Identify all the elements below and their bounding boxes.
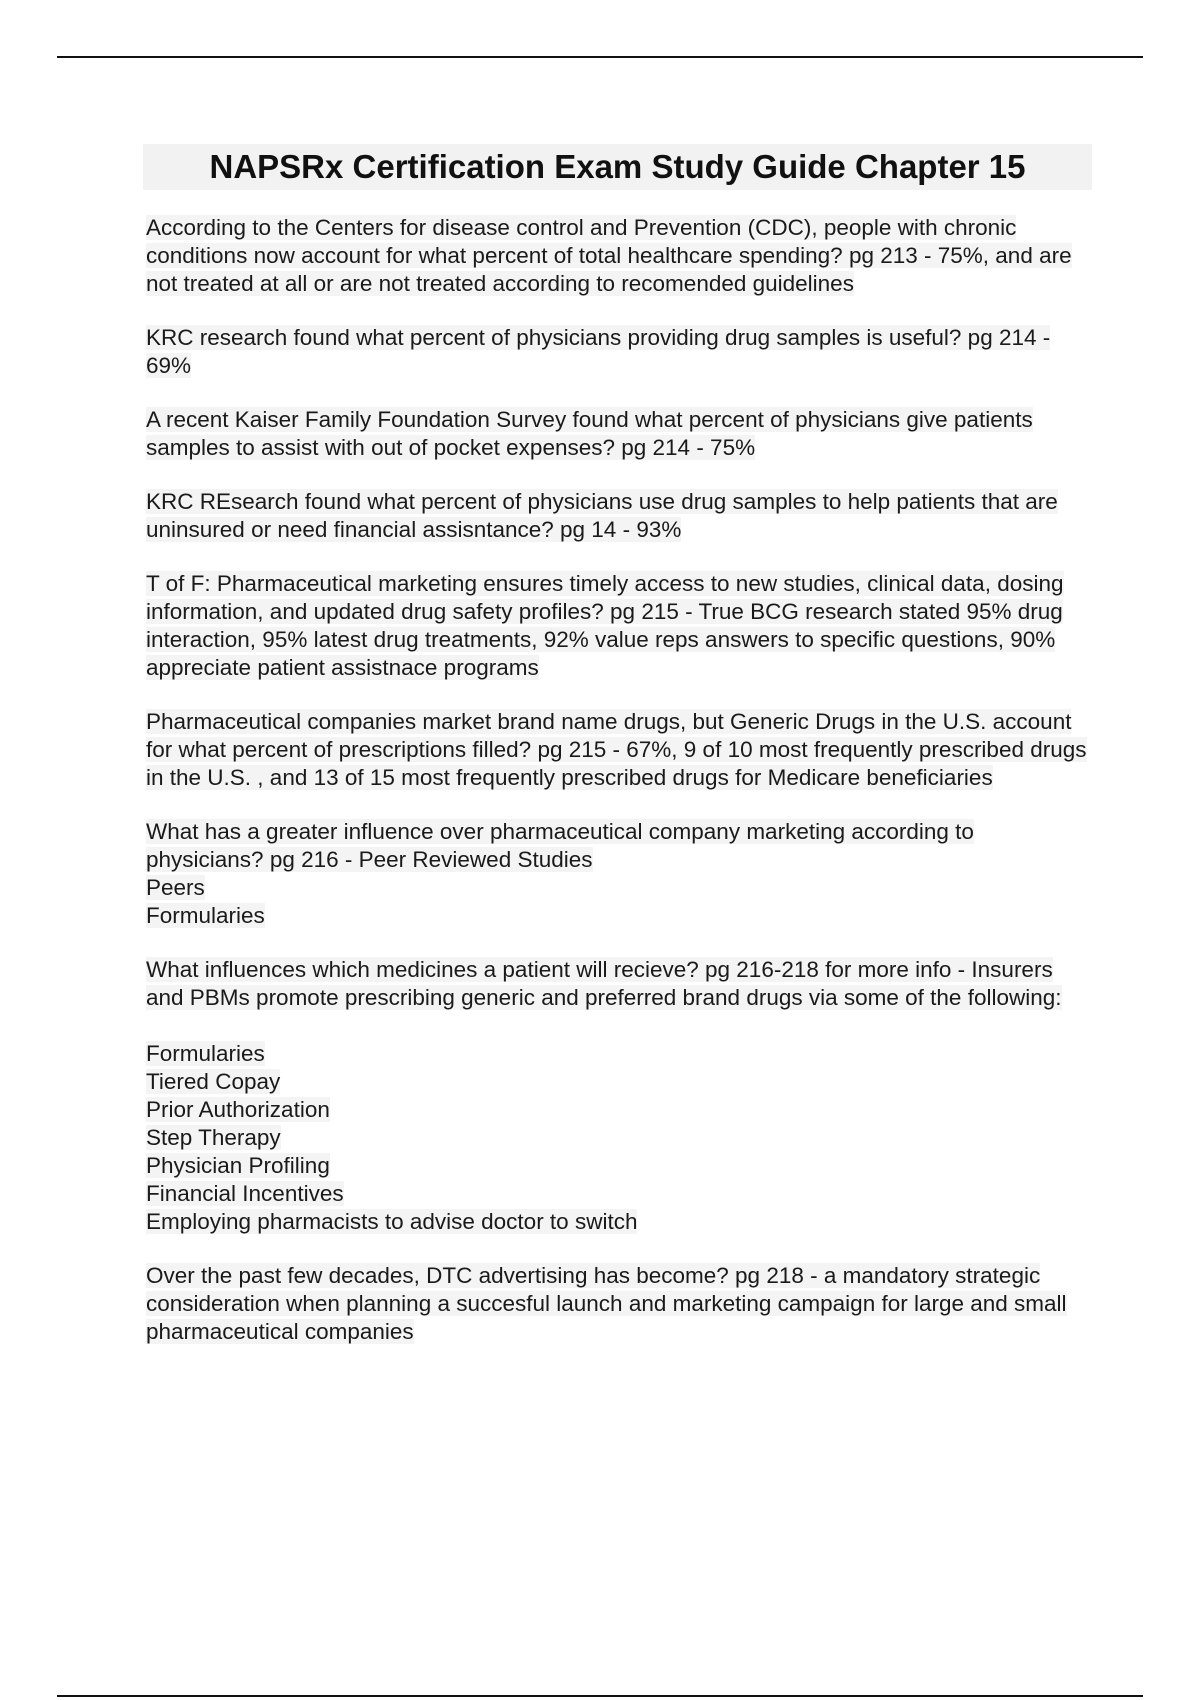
qa-entry-true-false-marketing [146,570,1092,682]
list-item: Financial Incentives [146,1181,344,1206]
list-item: Formularies [146,903,265,928]
qa-entry-krc-uninsured [146,488,1092,544]
top-rule [57,56,1143,58]
qa-entry-kaiser-survey [146,406,1092,462]
list-item: Step Therapy [146,1125,281,1150]
list-item: Peers [146,875,205,900]
qa-entry-medicine-influences [146,956,1092,1236]
bottom-rule [57,1695,1143,1697]
list-gap [146,1012,1092,1040]
qa-text: KRC research found what percent of physicians providing drug samples is useful? pg 214 - 69% [146,325,1051,378]
title-band [143,144,1092,190]
qa-text: KRC REsearch found what percent of physicians use drug samples to help patients that are uninsured or need financial assisntance? pg 14 - 93% [146,489,1058,542]
qa-entry-generic-drugs [146,708,1092,792]
qa-entry-krc-samples-useful [146,324,1092,380]
qa-text: According to the Centers for disease control and Prevention (CDC), people with chronic conditions now account for what percent of total healthcare spending? pg 213 - 75%, and are not treated at all or are not treated according to recomended guidelines [146,215,1072,296]
list-item: Tiered Copay [146,1069,281,1094]
list-item: Formularies [146,1041,265,1066]
list-item: Prior Authorization [146,1097,330,1122]
qa-text: T of F: Pharmaceutical marketing ensures timely access to new studies, clinical data, dosing information, and updated drug safety profiles? pg 215 - True BCG research stated 95% drug interaction, 95% latest drug treatments, 92% value reps answers to specific questions, 90% appreciate patient assistnace programs [146,571,1064,680]
qa-entry-dtc-advertising [146,1262,1092,1346]
list-item: Employing pharmacists to advise doctor to switch [146,1209,638,1234]
study-guide-content [146,214,1092,1372]
qa-entry-cdc-chronic [146,214,1092,298]
list-item: Physician Profiling [146,1153,330,1178]
qa-text: What has a greater influence over pharmaceutical company marketing according to physicians? pg 216 - Peer Reviewed Studies [146,819,974,872]
page-title: NAPSRx Certification Exam Study Guide Chapter 15 [209,148,1026,185]
qa-text: A recent Kaiser Family Foundation Survey found what percent of physicians give patients samples to assist with out of pocket expenses? pg 214 - 75% [146,407,1033,460]
qa-text: What influences which medicines a patient will recieve? pg 216-218 for more info - Insurers and PBMs promote prescribing generic and preferred brand drugs via some of the following: [146,957,1062,1010]
qa-text: Pharmaceutical companies market brand name drugs, but Generic Drugs in the U.S. account for what percent of prescriptions filled? pg 215 - 67%, 9 of 10 most frequently prescribed drugs in the U.S. , and 13 of 15 most frequently prescribed drugs for Medicare beneficiaries [146,709,1087,790]
qa-entry-greater-influence [146,818,1092,930]
qa-text: Over the past few decades, DTC advertising has become? pg 218 - a mandatory strategic consideration when planning a succesful launch and marketing campaign for large and small pharmaceutical companies [146,1263,1067,1344]
